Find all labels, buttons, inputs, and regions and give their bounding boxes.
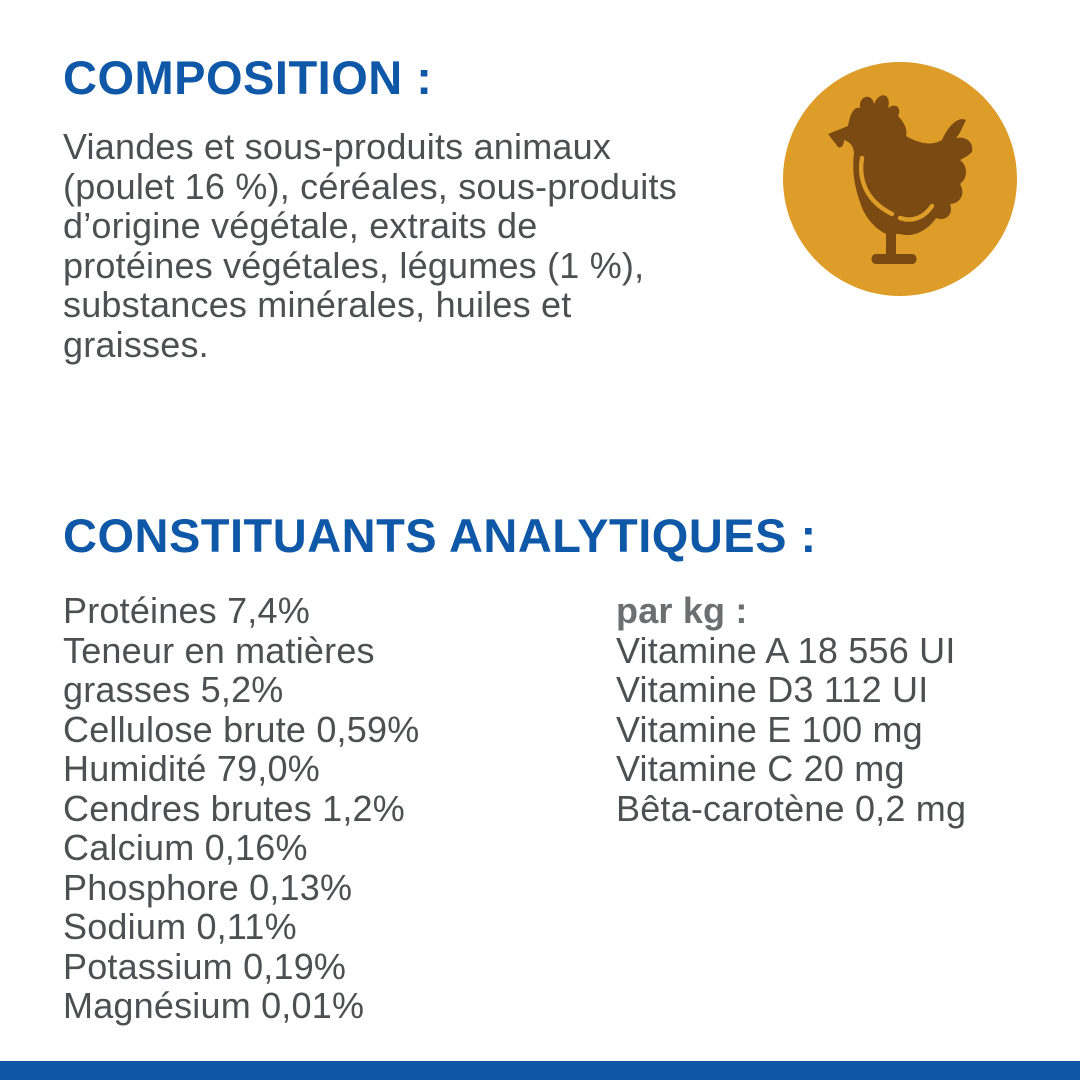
composition-paragraph	[63, 127, 677, 364]
constituent-item: Cendres brutes 1,2%	[63, 787, 405, 829]
per-kg-list	[616, 591, 966, 828]
footer-accent-bar	[0, 1061, 1080, 1080]
vitamin-item: Vitamine A 18 556 UI	[616, 629, 956, 671]
chicken-badge	[783, 62, 1017, 296]
vitamin-item: Vitamine D3 112 UI	[616, 669, 929, 710]
vitamin-item: Bêta-carotène 0,2 mg	[616, 787, 967, 829]
constituent-item: Potassium 0,19%	[63, 945, 347, 987]
composition-line: Viandes et sous-produits animaux	[63, 126, 612, 167]
composition-line: d’origine végétale, extraits de	[63, 205, 538, 246]
constituents-list	[63, 591, 419, 1026]
constituent-item: Magnésium 0,01%	[63, 985, 365, 1026]
per-kg-heading: par kg :	[616, 590, 748, 631]
composition-line: (poulet 16 %), céréales, sous-produits	[63, 165, 677, 207]
constituent-item: Teneur en matières	[63, 629, 375, 671]
constituent-item: Cellulose brute 0,59%	[63, 708, 420, 750]
constituent-item: Humidité 79,0%	[63, 748, 320, 789]
composition-heading: COMPOSITION :	[63, 51, 433, 104]
analytics-heading: CONSTITUANTS ANALYTIQUES :	[63, 509, 817, 562]
constituent-item: Protéines 7,4%	[63, 590, 310, 631]
composition-line: graisses.	[63, 323, 209, 365]
constituent-item: Calcium 0,16%	[63, 827, 308, 868]
composition-line: substances minérales, huiles et	[63, 284, 572, 325]
vitamin-item: Vitamine E 100 mg	[616, 708, 923, 750]
constituent-item: Phosphore 0,13%	[63, 866, 353, 908]
composition-line: protéines végétales, légumes (1 %),	[63, 244, 645, 286]
chicken-icon	[788, 74, 988, 274]
constituent-item: Sodium 0,11%	[63, 906, 297, 947]
vitamin-item: Vitamine C 20 mg	[616, 748, 905, 789]
constituent-item: grasses 5,2%	[63, 669, 284, 710]
